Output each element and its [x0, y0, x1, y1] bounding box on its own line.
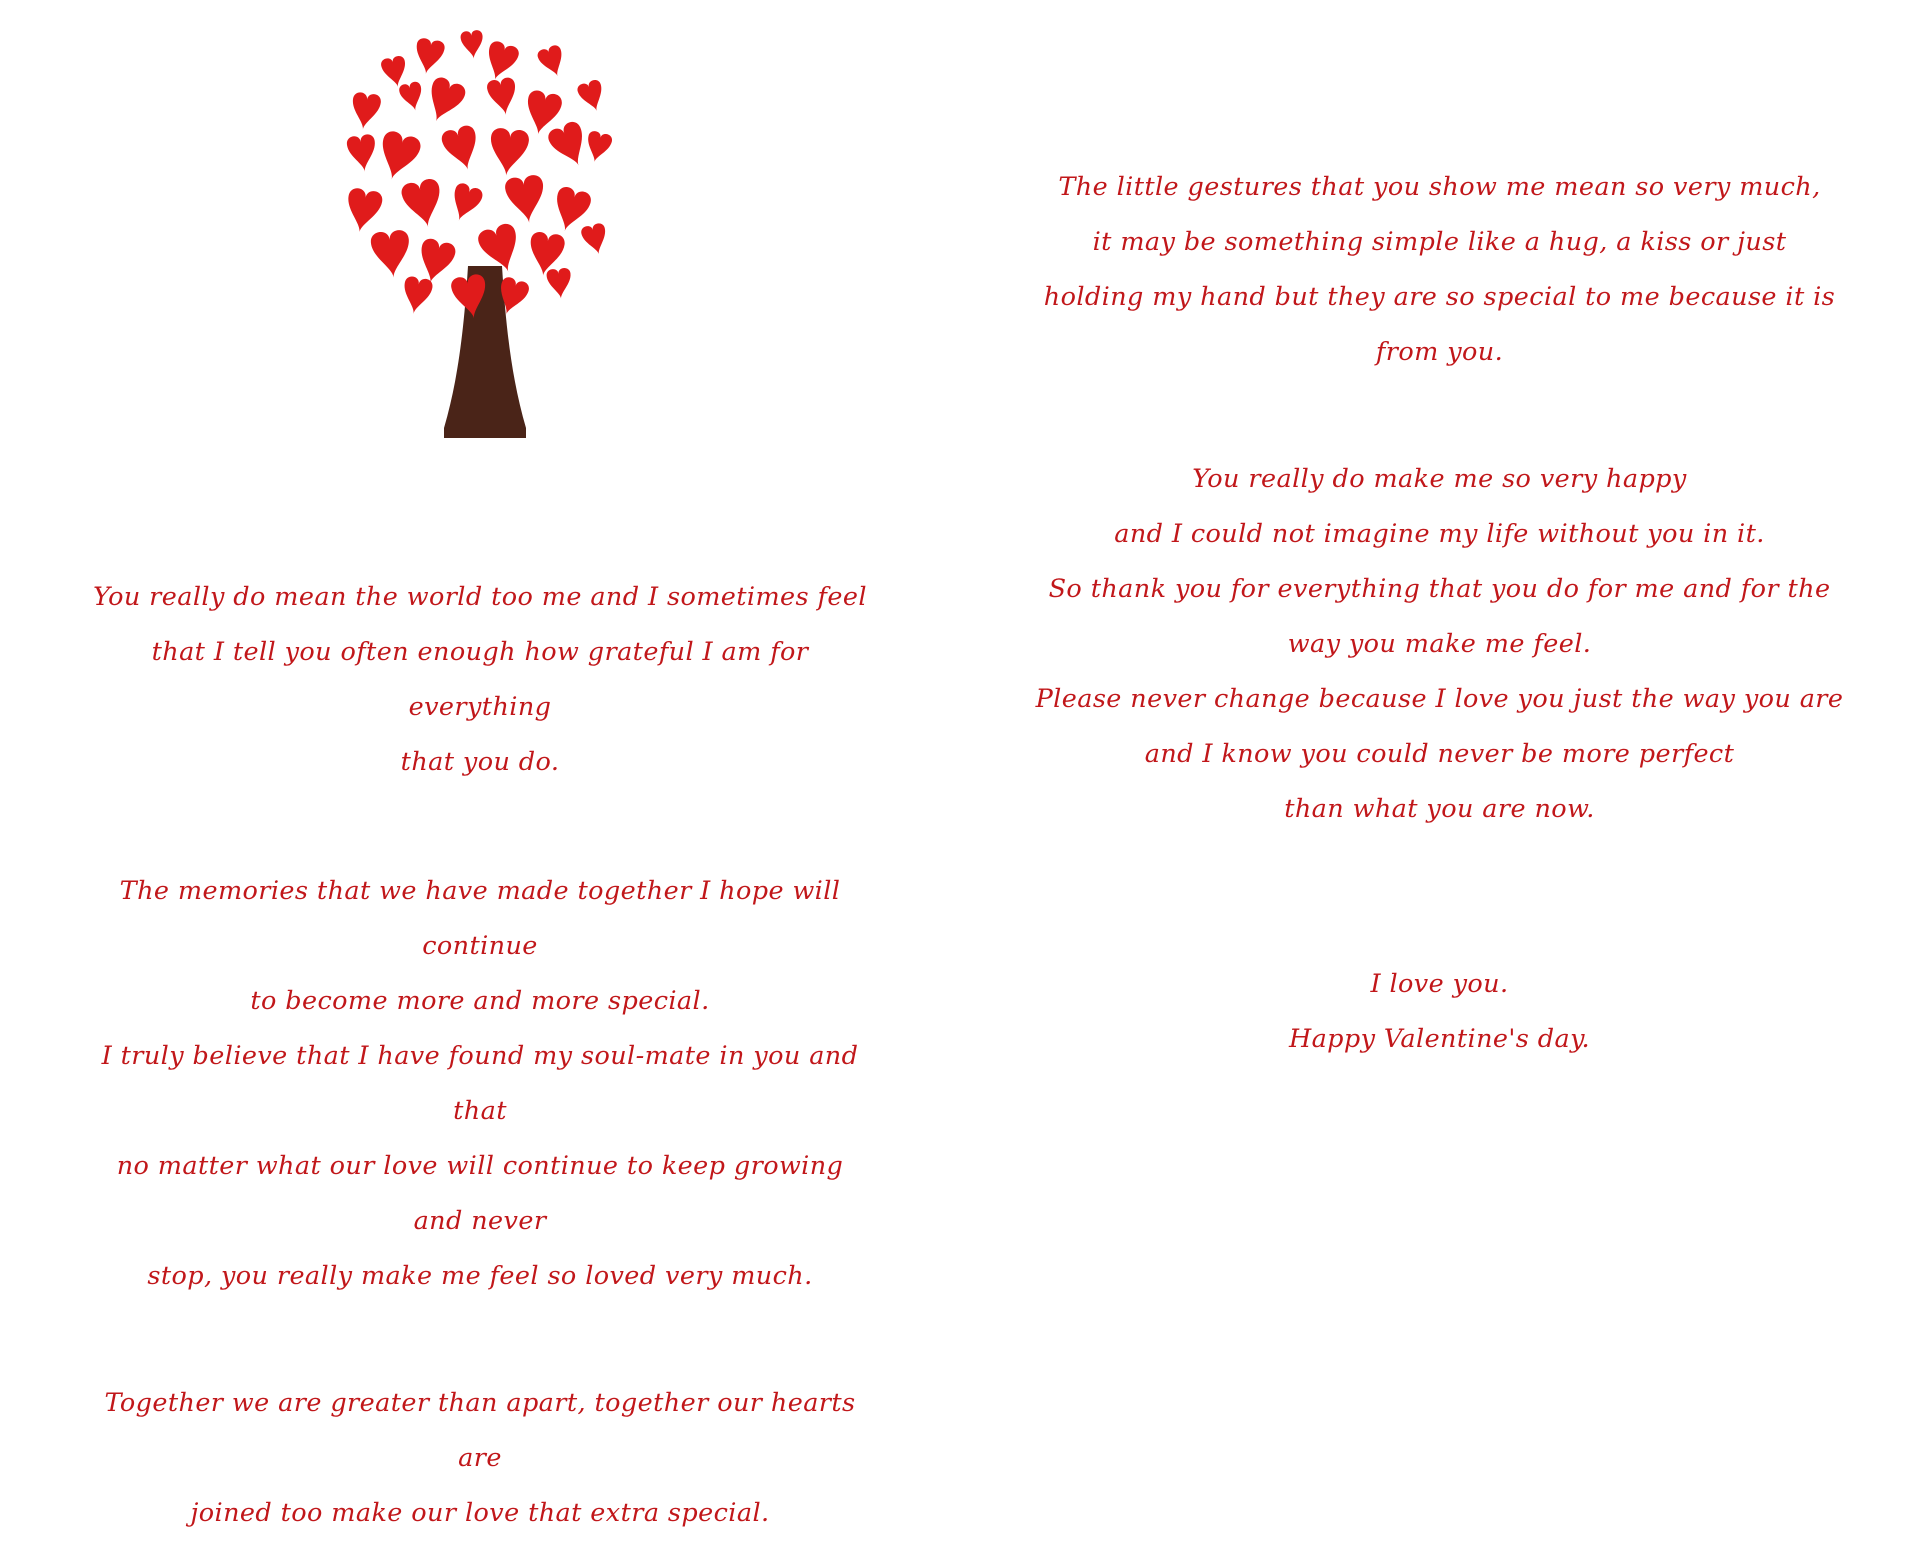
verse-line: than what you are now. — [1284, 794, 1595, 824]
verse-line: no matter what our love will continue to keep growing and never — [116, 1151, 844, 1236]
verse-line: joined too make our love that extra special. — [190, 1498, 770, 1528]
closing-signature — [1020, 957, 1859, 1067]
verse-line: to become more and more special. — [250, 986, 710, 1016]
verse-line: stop, you really make me feel so loved very much. — [147, 1261, 813, 1291]
verse-line: from you. — [1375, 337, 1504, 367]
verse-line: I love you. — [1370, 969, 1509, 999]
left-paragraph-2 — [90, 864, 870, 1304]
verse-line: Happy Valentine's day. — [1288, 1024, 1591, 1054]
left-paragraph-3 — [90, 1376, 870, 1541]
verse-line: You really do make me so very happy — [1192, 464, 1687, 494]
verse-line: that you do. — [400, 747, 560, 777]
verse-line: Please never change because I love you just the way you are — [1035, 684, 1844, 714]
verse-line: So thank you for everything that you do for me and for the — [1048, 574, 1831, 604]
verse-line: way you make me feel. — [1287, 629, 1592, 659]
right-paragraph-2 — [1020, 452, 1859, 837]
verse-line: holding my hand but they are so special to me because it is — [1043, 282, 1836, 312]
right-column — [960, 0, 1919, 1357]
verse-line: Together we are greater than apart, together our hearts are — [104, 1388, 856, 1473]
verse-line: You really do mean the world too me and I sometimes feel — [93, 582, 867, 612]
verse-line: and I know you could never be more perfect — [1144, 739, 1735, 769]
tree-canopy-hearts — [343, 30, 614, 321]
verse-line: it may be something simple like a hug, a kiss or just — [1092, 227, 1787, 257]
verse-line: and I could not imagine my life without you in it. — [1114, 519, 1765, 549]
verse-line: that I tell you often enough how grateful I am for everything — [151, 637, 809, 722]
verse-line: The memories that we have made together I hope will continue — [119, 876, 841, 961]
left-paragraph-1 — [90, 570, 870, 790]
right-paragraph-1 — [1020, 160, 1859, 380]
left-column — [0, 0, 960, 1528]
heart-tree-illustration — [90, 0, 870, 560]
verse-line: The little gestures that you show me mean so very much, — [1058, 172, 1821, 202]
heart-tree-icon — [340, 30, 630, 450]
verse-line: I truly believe that I have found my soul-mate in you and that — [101, 1041, 859, 1126]
